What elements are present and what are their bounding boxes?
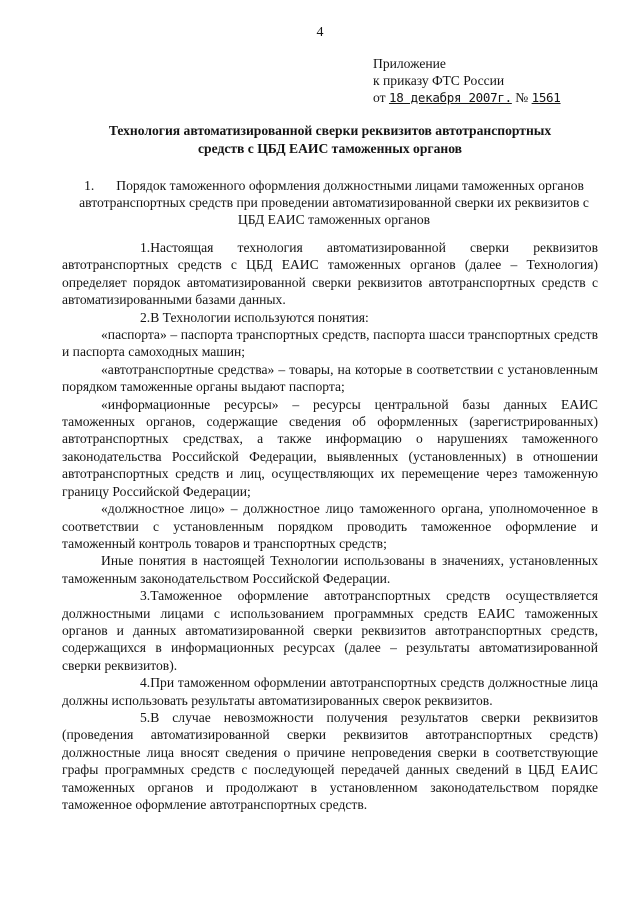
definition-official (62, 500, 598, 552)
paragraph-text: «информационные ресурсы» – ресурсы центральной базы данных ЕАИС таможенных органов, содержащие сведения об оформленных (зарегистрированных) автотранспортных средствах, а также информацию о нарушениях таможенного законодательства Российской Федерации, выявленных (установленных) в отношении автотранспортных средств и лиц, осуществляющих их перемещение через таможенную границу Российской Федерации; (62, 396, 598, 499)
section-number: 1. (84, 178, 95, 193)
paragraph-text: В Технологии используются понятия: (150, 309, 369, 325)
page-number: 4 (316, 25, 324, 40)
appendix-order-line: к приказу ФТС России (373, 73, 505, 88)
appendix-ref-date: 18 декабря 2007г. (388, 90, 512, 105)
paragraph-text: Таможенное оформление автотранспортных средств осуществляется должностными лицами с использованием программных средств ЕАИС таможенных органов и данных автоматизированной сверки реквизитов автотранспортных средств, содержащихся в информационных ресурсах (далее – результаты автоматизированной сверки реквизитов). (62, 588, 598, 673)
document-title-line-1: Технология автоматизированной сверки реквизитов автотранспортных (108, 123, 552, 138)
section-heading (76, 177, 592, 228)
paragraph-text: «паспорта» – паспорта транспортных средств, паспорта шасси транспортных средств и паспорта самоходных машин; (62, 327, 598, 360)
definition-other-terms (62, 552, 598, 587)
paragraph-number: 2. (140, 309, 151, 325)
paragraph-2 (62, 309, 598, 326)
paragraph-number: 5. (140, 709, 151, 725)
paragraph-5 (62, 709, 598, 813)
paragraph-text: «автотранспортные средства» – товары, на которые в соответствии с установленным порядком таможенные органы выдают паспорта; (62, 361, 598, 395)
paragraph-number: 4. (140, 675, 151, 691)
appendix-reference-line (373, 89, 613, 106)
appendix-ref-number: 1561 (531, 90, 561, 105)
body-text (62, 239, 598, 813)
paragraph-4 (62, 674, 598, 709)
paragraph-text: Настоящая технология автоматизированной сверки реквизитов автотранспортных средств с ЦБД ЕАИС таможенных органов (далее – Технология) определяет порядок автоматизированной сверки реквизитов автотранспортных средств с автоматизированными базами данных. (62, 240, 598, 308)
definition-information-resources (62, 396, 598, 500)
section-title: Порядок таможенного оформления должностными лицами таможенных органов автотранспортных средств при проведении автоматизированной сверки их реквизитов с ЦБД ЕАИС таможенных органов (79, 178, 589, 227)
paragraph-text: Иные понятия в настоящей Технологии использованы в значениях, установленных таможенным законодательством Российской Федерации. (62, 553, 598, 586)
paragraph-text: В случае невозможности получения результатов сверки реквизитов (проведения автоматизированной сверки реквизитов автотранспортных средств) должностные лица вносят сведения о причине непроведения сверки в соответствующие графы программных средств с последующей передачей данных сведений в ЦБД ЕАИС таможенных органов и продолжают в установленном законодательством порядке таможенное оформление автотранспортных средств. (62, 709, 598, 812)
appendix-ref-number-label: № (515, 90, 529, 105)
document-title-line-2: средств с ЦБД ЕАИС таможенных органов (198, 141, 462, 156)
definition-vehicles (62, 361, 598, 396)
paragraph-number: 1. (140, 240, 151, 255)
appendix-label: Приложение (373, 56, 446, 71)
paragraph-text: «должностное лицо» – должностное лицо таможенного органа, уполномоченное в соответствии с установленным порядком проводить таможенное оформление и таможенный контроль товаров и транспортных средств; (62, 501, 598, 551)
paragraph-1 (62, 239, 598, 309)
paragraph-3 (62, 587, 598, 674)
document-title (80, 122, 580, 158)
appendix-block (373, 55, 613, 106)
definition-passports (62, 326, 598, 361)
appendix-ref-prefix: от (373, 90, 386, 105)
paragraph-text: При таможенном оформлении автотранспортных средств должностные лица должны использовать результаты автоматизированных сверок реквизитов. (62, 675, 598, 708)
paragraph-number: 3. (140, 588, 151, 604)
